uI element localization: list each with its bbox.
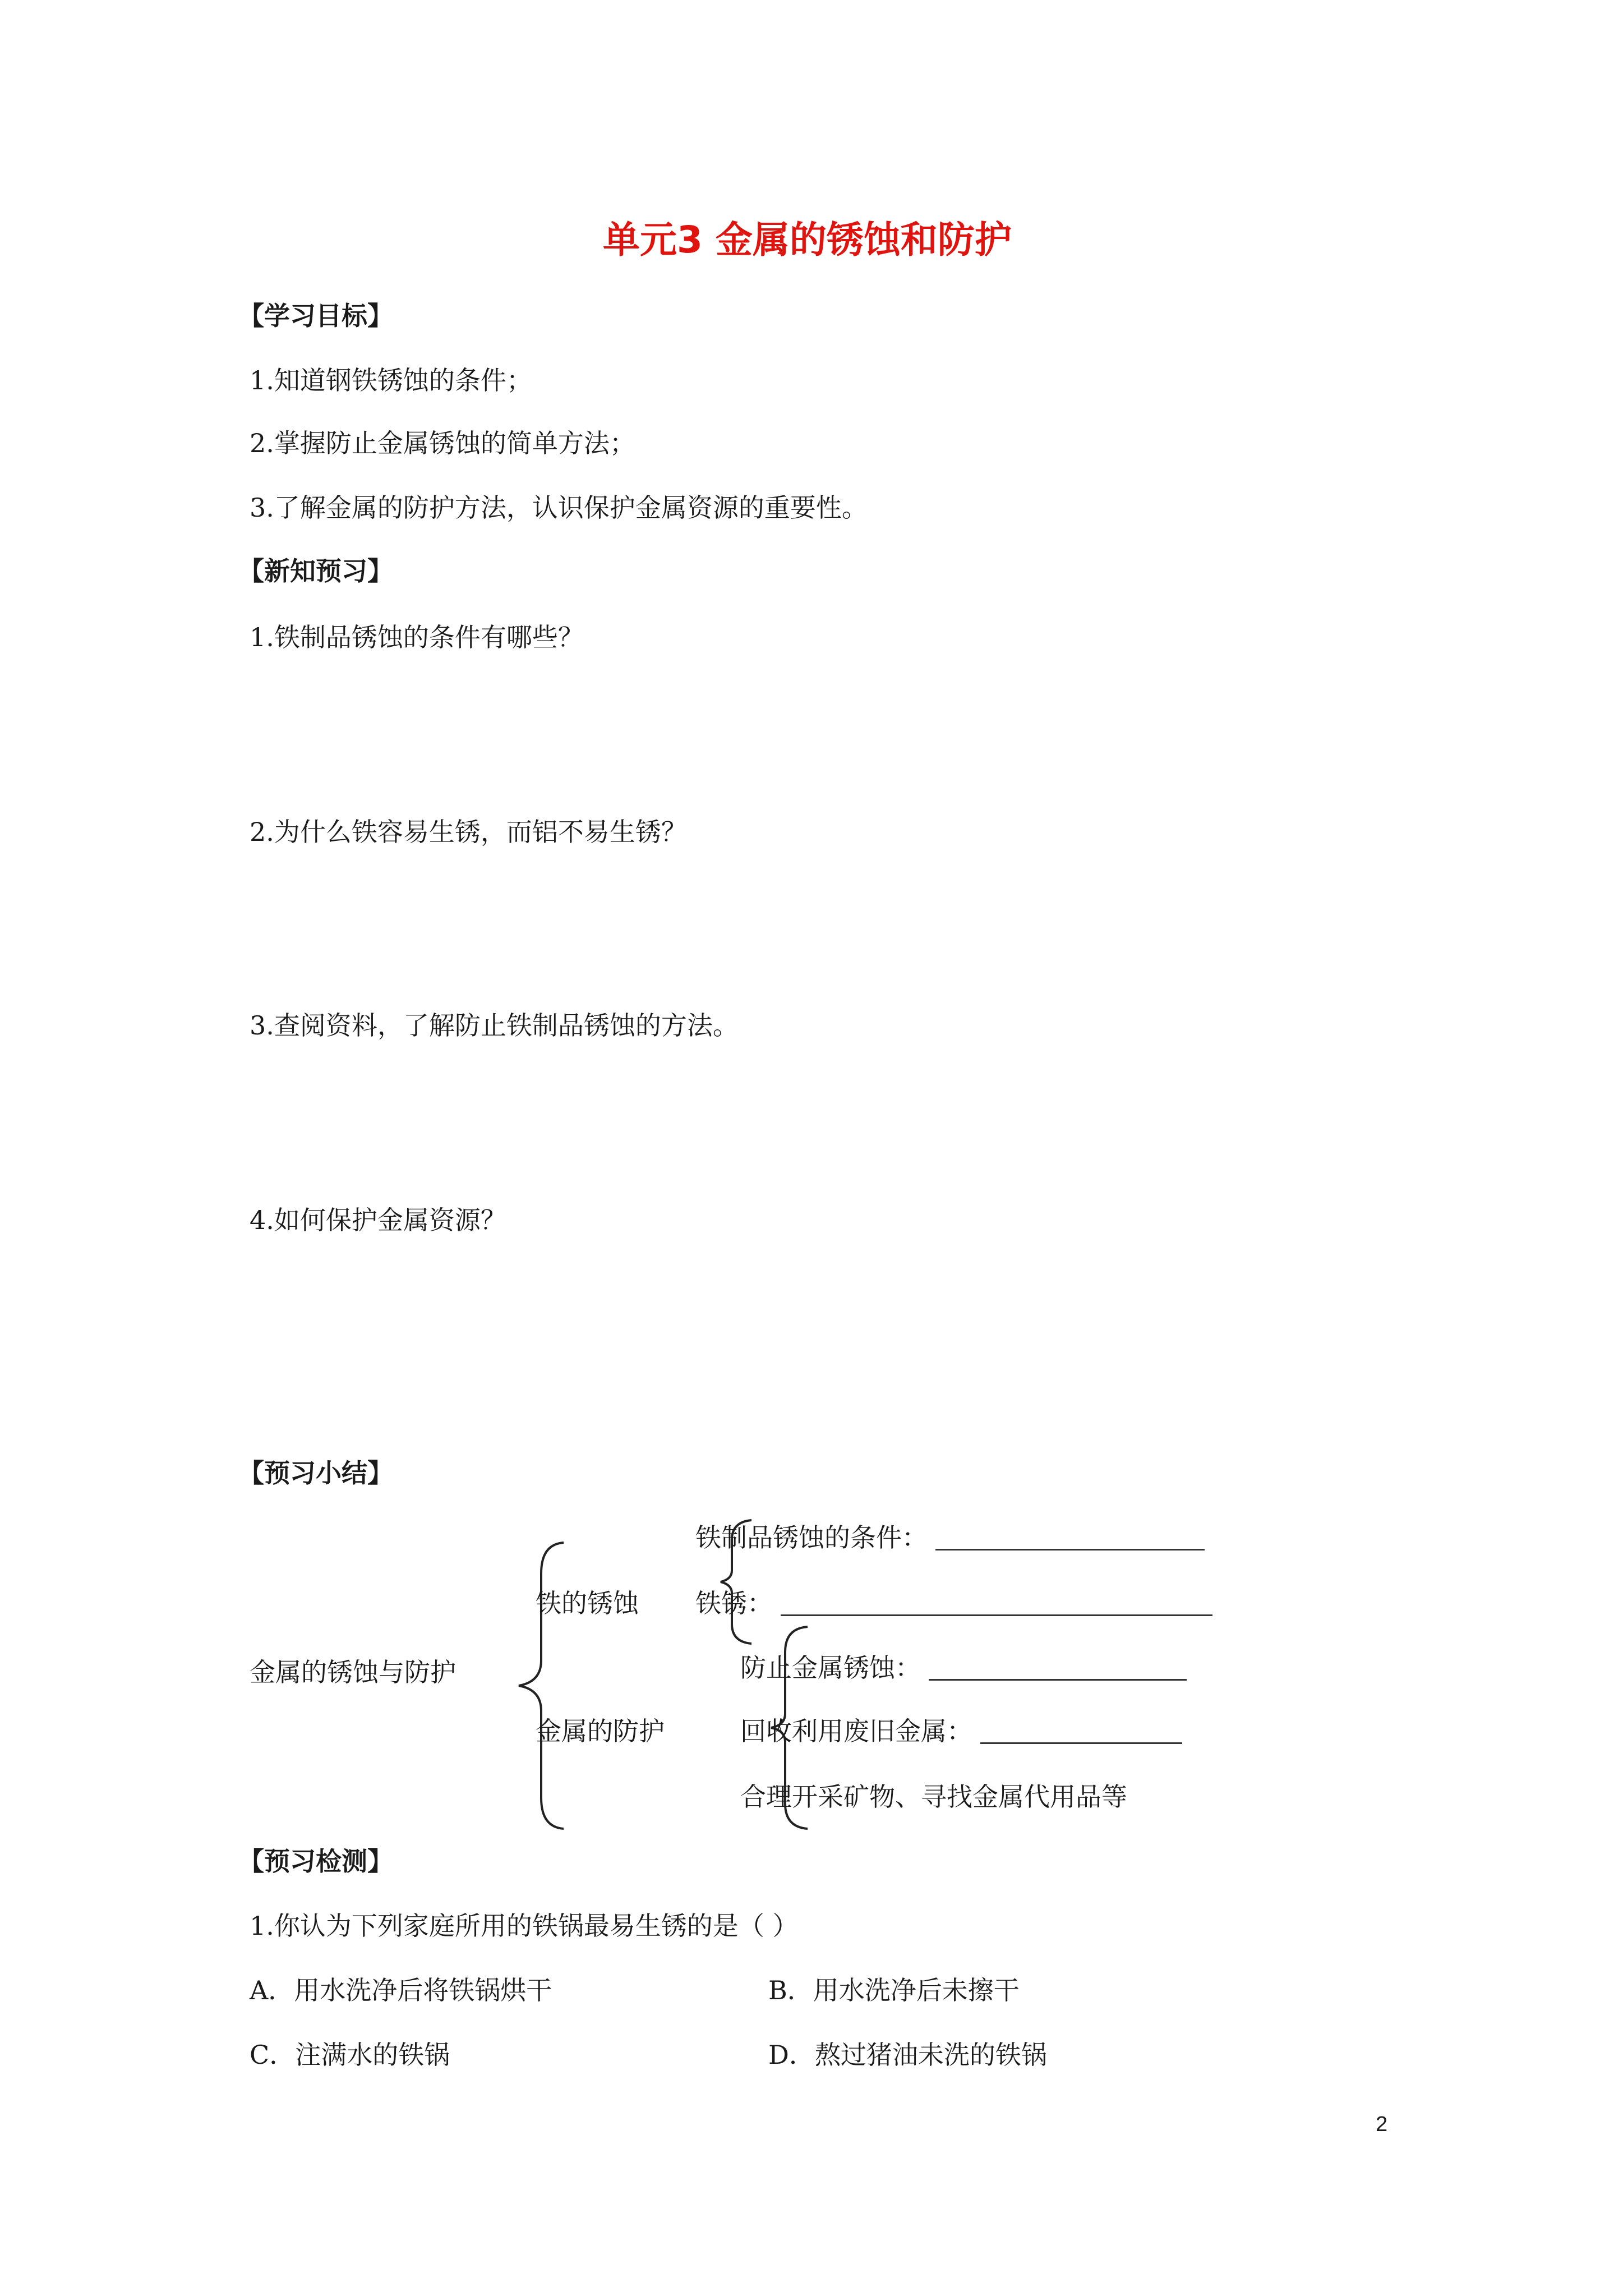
goal-item-3: 3.了解金属的防护方法，认识保护金属资源的重要性。 xyxy=(250,493,868,523)
leaf-rust-conditions-label: 铁制品锈蚀的条件： xyxy=(695,1522,928,1553)
summary-leaf-prevent xyxy=(740,1655,1187,1681)
summary-leaf-rust xyxy=(695,1590,1212,1616)
goal-item-2: 2.掌握防止金属锈蚀的简单方法； xyxy=(250,428,635,458)
summary-leaf-rust-conditions xyxy=(695,1522,1205,1553)
option-c[interactable]: C．注满水的铁锅 xyxy=(250,2040,450,2070)
leaf-recycle-label: 回收利用废旧金属： xyxy=(740,1716,972,1746)
preview-question-3: 3.查阅资料，了解防止铁制品锈蚀的方法。 xyxy=(250,1010,739,1041)
leaf-rust-label: 铁锈： xyxy=(695,1588,773,1618)
preview-question-2: 2.为什么铁容易生锈，而铝不易生锈？ xyxy=(250,817,687,847)
check-question-1: 1.你认为下列家庭所用的铁锅最易生锈的是（ ） xyxy=(250,1911,799,1941)
summary-heading: 【预习小结】 xyxy=(238,1458,393,1488)
goals-heading: 【学习目标】 xyxy=(238,301,393,331)
page-number: 2 xyxy=(1376,2113,1388,2136)
page-title: 单元3 金属的锈蚀和防护 xyxy=(603,218,1012,261)
preview-question-1: 1.铁制品锈蚀的条件有哪些？ xyxy=(250,622,584,652)
goal-item-1: 1.知道钢铁锈蚀的条件； xyxy=(250,365,532,395)
summary-root: 金属的锈蚀与防护 xyxy=(250,1657,456,1687)
summary-branch-protect: 金属的防护 xyxy=(536,1716,665,1746)
rust-blank[interactable] xyxy=(781,1592,1212,1616)
option-b[interactable]: B．用水洗净后未擦干 xyxy=(768,1975,1020,2005)
option-d[interactable]: D．熬过猪油未洗的铁锅 xyxy=(768,2040,1047,2070)
root-brace-icon xyxy=(505,1540,572,1832)
leaf-prevent-label: 防止金属锈蚀： xyxy=(740,1653,921,1683)
check-heading: 【预习检测】 xyxy=(238,1846,393,1876)
prevent-blank[interactable] xyxy=(929,1657,1187,1681)
preview-question-4: 4.如何保护金属资源？ xyxy=(250,1205,506,1235)
summary-leaf-mining: 合理开采矿物、寻找金属代用品等 xyxy=(740,1782,1127,1812)
rust-conditions-blank[interactable] xyxy=(935,1526,1205,1550)
summary-branch-rust: 铁的锈蚀 xyxy=(536,1588,639,1618)
recycle-blank[interactable] xyxy=(980,1720,1182,1744)
preview-heading: 【新知预习】 xyxy=(238,556,393,586)
summary-leaf-recycle xyxy=(740,1718,1182,1744)
option-a[interactable]: A．用水洗净后将铁锅烘干 xyxy=(250,1975,552,2005)
